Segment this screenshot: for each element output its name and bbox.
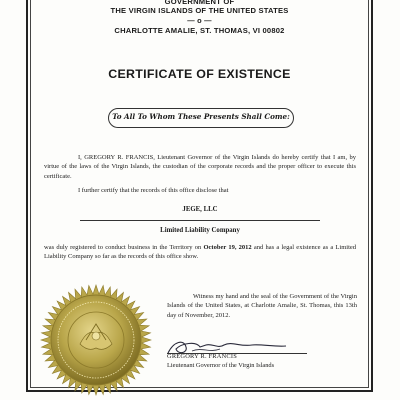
company-divider [80, 220, 320, 221]
entity-type: Limited Liability Company [160, 227, 240, 234]
certify-paragraph: I, GREGORY R. FRANCIS, Lieutenant Governor of the Virgin Islands do hereby certify that I am, by virtue of the laws of the Virgin Islands, the custodian of the corporate records and the proper officer to execute this certificate. [44, 154, 356, 180]
header-territory: THE VIRGIN ISLANDS OF THE UNITED STATES [110, 6, 289, 15]
company-name: JEGE, LLC [182, 206, 218, 213]
certificate-title: CERTIFICATE OF EXISTENCE [108, 67, 291, 81]
records-paragraph: I further certify that the records of this office disclose that [78, 187, 229, 194]
signer-title: Lieutenant Governor of the Virgin Islands [167, 362, 275, 369]
gold-seal-icon [40, 284, 152, 396]
header-address: CHARLOTTE AMALIE, ST. THOMAS, VI 00802 [114, 26, 285, 35]
signer-name: GREGORY R. FRANCIS [167, 353, 237, 360]
registration-text-after: and has a legal existence as a Limited Liability Company so far as the records of this office show. [44, 244, 357, 261]
witness-paragraph: Witness my hand and the seal of the Government of the Virgin Islands of the United States, at Charlotte Amalie, St. Thomas, this 13th day of November, 2012. [167, 293, 357, 319]
header-separator: — o — [187, 16, 212, 25]
registration-date: October 19, 2012 [203, 244, 252, 251]
greeting-text: To All To Whom These Presents Shall Come: [112, 112, 290, 121]
header-government: GOVERNMENT OF [164, 0, 235, 6]
registration-text-before: was duly registered to conduct business in the Territory on [44, 244, 204, 251]
registration-paragraph [44, 243, 356, 262]
